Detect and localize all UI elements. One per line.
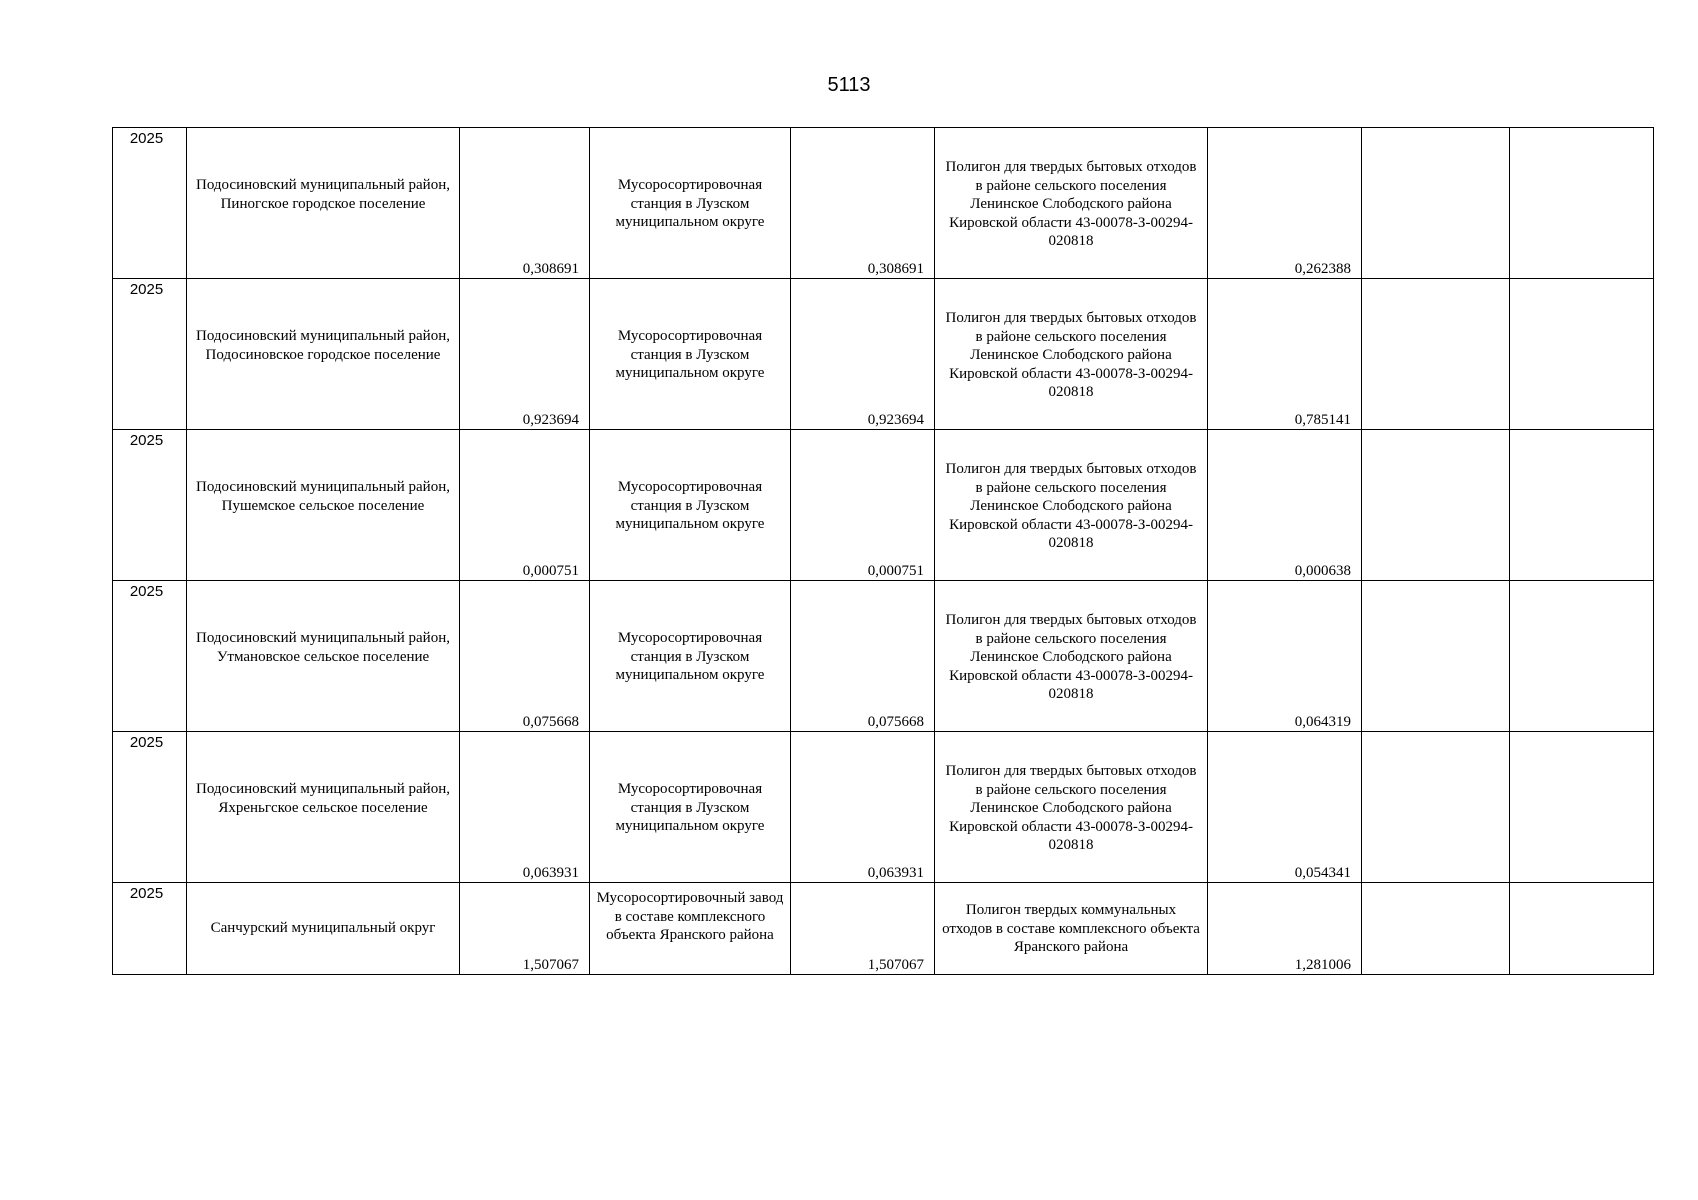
volume-value: 1,507067 <box>522 957 579 973</box>
landfill-volume-value: 0,262388 <box>1294 261 1351 277</box>
table-row <box>113 581 1654 732</box>
landfill-volume-value: 1,281006 <box>1294 957 1351 973</box>
facility-cell <box>590 279 791 430</box>
landfill-volume-value: 0,000638 <box>1294 563 1351 579</box>
landfill-text: Полигон для твердых бытовых отходов в районе сельского поселения Ленинское Слободского района Кировской области 43-00078-З-00294-020818 <box>945 612 1197 702</box>
table-row <box>113 279 1654 430</box>
landfill-cell <box>935 430 1208 581</box>
landfill-volume-cell <box>1208 128 1362 279</box>
landfill-volume-cell <box>1208 732 1362 883</box>
landfill-text: Полигон твердых коммунальных отходов в составе комплексного объекта Яранского района <box>942 902 1200 955</box>
facility-volume-cell <box>791 581 935 732</box>
volume-value: 0,923694 <box>522 412 579 428</box>
extra-cell-1 <box>1362 732 1510 883</box>
landfill-volume-cell <box>1208 430 1362 581</box>
landfill-volume-cell <box>1208 581 1362 732</box>
territory-text: Подосиновский муниципальный район, Утмановское сельское поселение <box>196 630 450 665</box>
facility-volume-value: 0,923694 <box>867 412 924 428</box>
landfill-text: Полигон для твердых бытовых отходов в районе сельского поселения Ленинское Слободского района Кировской области 43-00078-З-00294-020818 <box>945 763 1197 853</box>
extra-cell-1 <box>1362 279 1510 430</box>
facility-volume-cell <box>791 430 935 581</box>
territory-cell <box>187 883 460 975</box>
volume-value: 0,000751 <box>522 563 579 579</box>
territory-text: Санчурский муниципальный округ <box>210 920 436 936</box>
year-cell: 2025 <box>113 883 187 975</box>
landfill-text: Полигон для твердых бытовых отходов в районе сельского поселения Ленинское Слободского района Кировской области 43-00078-З-00294-020818 <box>945 461 1197 551</box>
facility-cell <box>590 732 791 883</box>
landfill-volume-cell <box>1208 883 1362 975</box>
territory-text: Подосиновский муниципальный район, Пушемское сельское поселение <box>196 479 450 514</box>
table-row <box>113 430 1654 581</box>
page-number: 5113 <box>827 74 871 96</box>
facility-text: Мусоросортировочная станция в Лузском муниципальном округе <box>615 177 765 230</box>
volume-cell <box>460 128 590 279</box>
facility-volume-value: 0,000751 <box>867 563 924 579</box>
extra-cell-2 <box>1510 430 1654 581</box>
territory-text: Подосиновский муниципальный район, Яхреньгское сельское поселение <box>196 781 450 816</box>
extra-cell-1 <box>1362 581 1510 732</box>
landfill-volume-value: 0,064319 <box>1294 714 1351 730</box>
volume-value: 0,308691 <box>522 261 579 277</box>
facility-text: Мусоросортировочная станция в Лузском муниципальном округе <box>615 328 765 381</box>
table-row <box>113 732 1654 883</box>
landfill-text: Полигон для твердых бытовых отходов в районе сельского поселения Ленинское Слободского района Кировской области 43-00078-З-00294-020818 <box>945 310 1197 400</box>
landfill-volume-cell <box>1208 279 1362 430</box>
volume-value: 0,063931 <box>522 865 579 881</box>
facility-cell <box>590 883 791 975</box>
landfill-cell <box>935 279 1208 430</box>
extra-cell-2 <box>1510 732 1654 883</box>
territory-text: Подосиновский муниципальный район, Пиногское городское поселение <box>196 177 450 212</box>
territory-cell <box>187 732 460 883</box>
year-cell: 2025 <box>113 581 187 732</box>
facility-volume-value: 0,063931 <box>867 865 924 881</box>
landfill-cell <box>935 732 1208 883</box>
facility-volume-cell <box>791 279 935 430</box>
extra-cell-2 <box>1510 279 1654 430</box>
facility-text: Мусоросортировочный завод в составе комплексного объекта Яранского района <box>596 890 784 943</box>
year-cell: 2025 <box>113 279 187 430</box>
facility-volume-cell <box>791 732 935 883</box>
facility-cell <box>590 430 791 581</box>
facility-volume-value: 0,075668 <box>867 714 924 730</box>
volume-cell <box>460 279 590 430</box>
year-cell: 2025 <box>113 128 187 279</box>
volume-cell <box>460 430 590 581</box>
volume-value: 0,075668 <box>522 714 579 730</box>
extra-cell-1 <box>1362 430 1510 581</box>
landfill-volume-value: 0,785141 <box>1294 412 1351 428</box>
territory-cell <box>187 430 460 581</box>
facility-volume-cell <box>791 883 935 975</box>
facility-volume-value: 1,507067 <box>867 957 924 973</box>
table-row <box>113 883 1654 975</box>
territory-cell <box>187 279 460 430</box>
landfill-cell <box>935 128 1208 279</box>
territory-cell <box>187 581 460 732</box>
facility-text: Мусоросортировочная станция в Лузском муниципальном округе <box>615 479 765 532</box>
landfill-cell <box>935 581 1208 732</box>
year-cell: 2025 <box>113 732 187 883</box>
extra-cell-1 <box>1362 128 1510 279</box>
facility-cell <box>590 128 791 279</box>
territory-text: Подосиновский муниципальный район, Подосиновское городское поселение <box>196 328 450 363</box>
year-cell: 2025 <box>113 430 187 581</box>
landfill-cell <box>935 883 1208 975</box>
facility-volume-value: 0,308691 <box>867 261 924 277</box>
landfill-text: Полигон для твердых бытовых отходов в районе сельского поселения Ленинское Слободского района Кировской области 43-00078-З-00294-020818 <box>945 159 1197 249</box>
landfill-volume-value: 0,054341 <box>1294 865 1351 881</box>
facility-text: Мусоросортировочная станция в Лузском муниципальном округе <box>615 781 765 834</box>
extra-cell-2 <box>1510 883 1654 975</box>
volume-cell <box>460 732 590 883</box>
facility-text: Мусоросортировочная станция в Лузском муниципальном округе <box>615 630 765 683</box>
waste-flow-table <box>112 127 1654 975</box>
extra-cell-1 <box>1362 883 1510 975</box>
facility-cell <box>590 581 791 732</box>
volume-cell <box>460 883 590 975</box>
table-row <box>113 128 1654 279</box>
territory-cell <box>187 128 460 279</box>
extra-cell-2 <box>1510 581 1654 732</box>
extra-cell-2 <box>1510 128 1654 279</box>
facility-volume-cell <box>791 128 935 279</box>
volume-cell <box>460 581 590 732</box>
